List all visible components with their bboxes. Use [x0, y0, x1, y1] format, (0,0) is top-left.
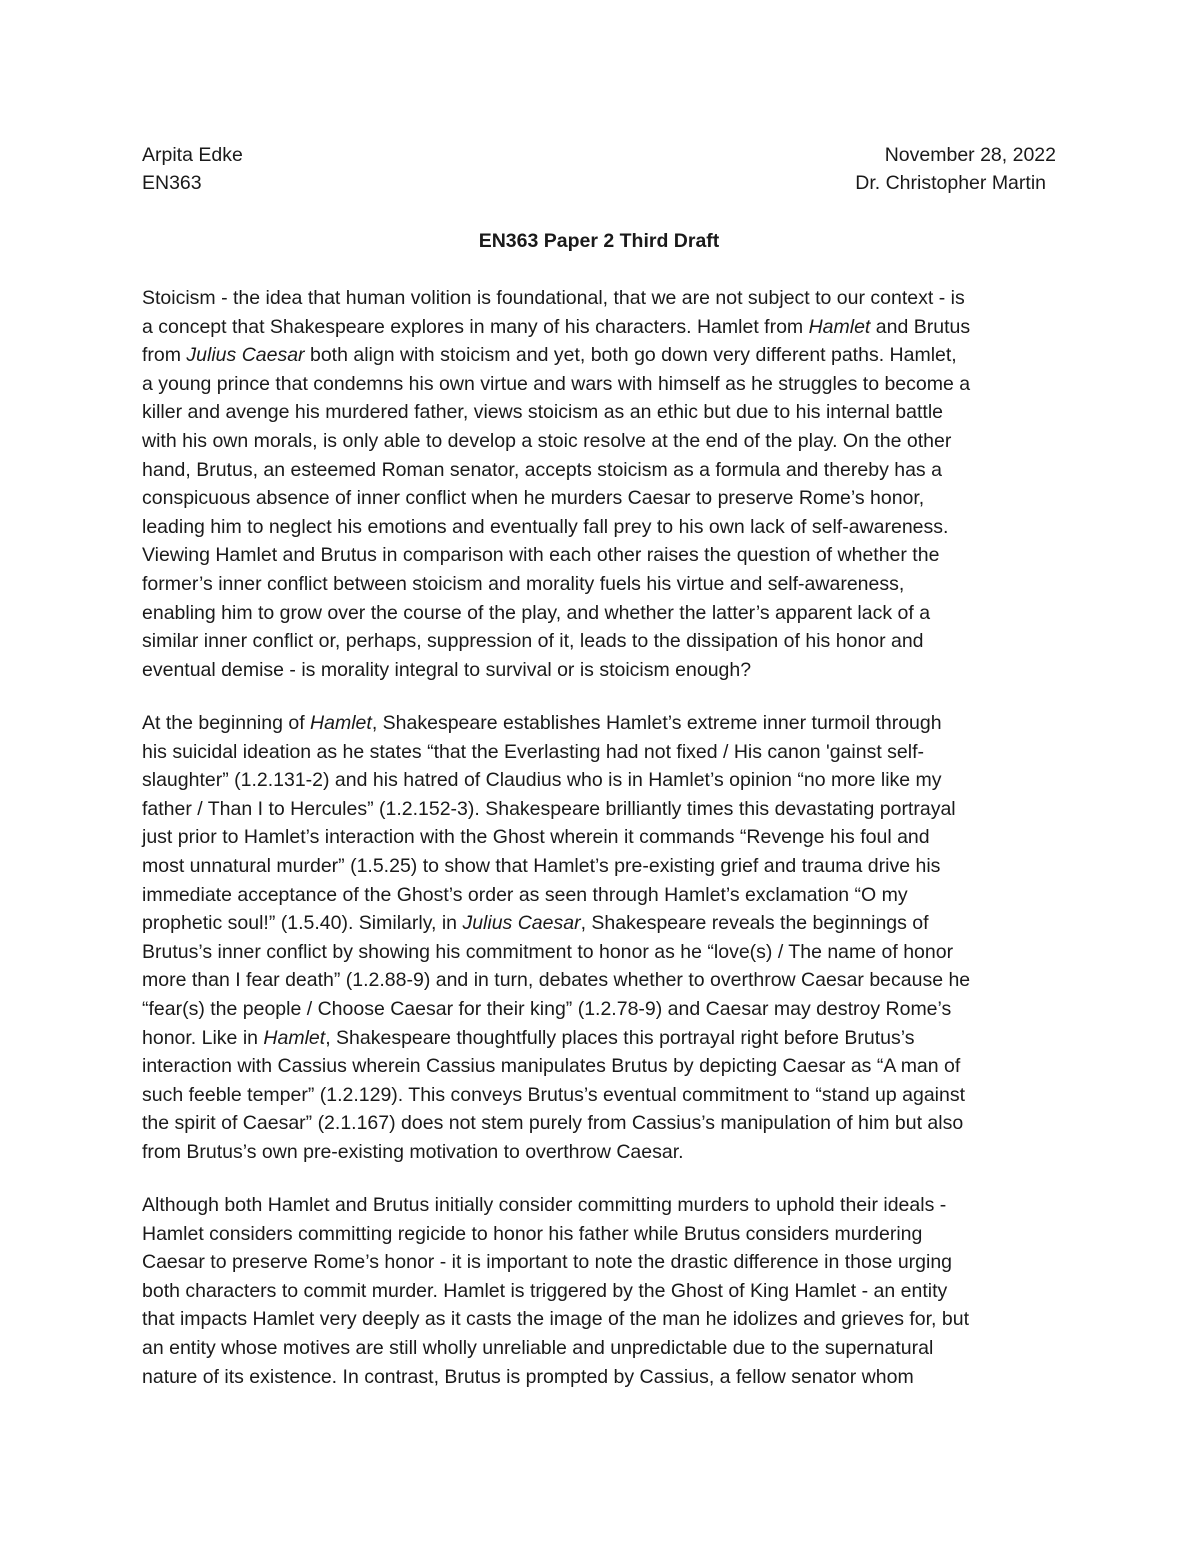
- header-row-1: [142, 141, 1056, 169]
- text-line: [142, 1220, 1058, 1249]
- paper-title: EN363 Paper 2 Third Draft: [478, 230, 720, 252]
- text-segment: both characters to commit murder. Hamlet is triggered by the Ghost of King Hamlet - an entity: [142, 1279, 948, 1302]
- text-line: [142, 570, 1058, 599]
- text-line: [142, 456, 1058, 485]
- text-segment: father / Than I to Hercules” (1.2.152-3). Shakespeare brilliantly times this devastating portrayal: [142, 797, 956, 820]
- text-segment: Viewing Hamlet and Brutus in comparison with each other raises the question of whether the: [142, 544, 940, 567]
- text-line: [142, 313, 1058, 342]
- author-name: Arpita Edke: [142, 144, 243, 166]
- text-segment: a young prince that condemns his own virtue and wars with himself as he struggles to become a: [142, 372, 971, 395]
- text-segment: At the beginning of: [142, 712, 311, 734]
- text-line: [142, 909, 1058, 938]
- text-line: [142, 852, 1058, 881]
- text-line: [142, 881, 1058, 910]
- text-line: [142, 738, 1058, 767]
- text-line: [142, 1024, 1058, 1053]
- text-segment: , Shakespeare establishes Hamlet’s extreme inner turmoil through: [371, 712, 942, 734]
- text-segment: his suicidal ideation as he states “that the Everlasting had not fixed / His canon 'gainst self-: [142, 740, 924, 763]
- text-line: [142, 370, 1058, 399]
- text-segment: interaction with Cassius wherein Cassius manipulates Brutus by depicting Caesar as “A man of: [142, 1055, 961, 1078]
- text-segment: slaughter” (1.2.131-2) and his hatred of Claudius who is in Hamlet’s opinion “no more like my: [142, 769, 942, 792]
- text-segment: Hamlet considers committing regicide to honor his father while Brutus considers murdering: [142, 1222, 923, 1245]
- italic-title: Julius Caesar: [462, 912, 581, 935]
- paragraph-3: [142, 1191, 1058, 1391]
- text-segment: both align with stoicism and yet, both go down very different paths. Hamlet,: [304, 344, 957, 367]
- text-segment: prophetic soul!” (1.5.40). Similarly, in: [142, 912, 463, 935]
- text-segment: enabling him to grow over the course of the play, and whether the latter’s apparent lack of a: [142, 601, 931, 624]
- text-line: [142, 1109, 1058, 1138]
- italic-title: Hamlet: [263, 1026, 326, 1049]
- text-line: [142, 1305, 1058, 1334]
- text-line: [142, 398, 1058, 427]
- paper-date: November 28, 2022: [884, 144, 1056, 166]
- text-segment: the spirit of Caesar” (2.1.167) does not stem purely from Cassius’s manipulation of him but also: [142, 1112, 964, 1135]
- italic-title: Julius Caesar: [186, 344, 305, 367]
- text-line: [142, 766, 1058, 795]
- text-segment: from Brutus’s own pre-existing motivation to overthrow Caesar.: [142, 1140, 684, 1163]
- text-line: [142, 1138, 1058, 1167]
- text-segment: former’s inner conflict between stoicism and morality fuels his virtue and self-awareness,: [142, 572, 905, 595]
- italic-title: Hamlet: [808, 315, 871, 338]
- text-line: [142, 541, 1058, 570]
- text-segment: that impacts Hamlet very deeply as it casts the image of the man he idolizes and grieves for, but: [142, 1308, 969, 1331]
- text-line: [142, 656, 1058, 685]
- text-line: [142, 427, 1058, 456]
- text-line: [142, 1334, 1058, 1363]
- text-segment: and Brutus: [870, 315, 971, 338]
- text-line: [142, 341, 1058, 370]
- text-line: [142, 795, 1058, 824]
- instructor-name: Dr. Christopher Martin: [855, 172, 1046, 194]
- text-line: [142, 1191, 1058, 1220]
- text-segment: immediate acceptance of the Ghost’s order as seen through Hamlet’s exclamation “O my: [142, 883, 908, 906]
- text-line: [142, 995, 1058, 1024]
- text-segment: similar inner conflict or, perhaps, suppression of it, leads to the dissipation of his honor and: [142, 630, 924, 653]
- text-line: [142, 1277, 1058, 1306]
- text-segment: a concept that Shakespeare explores in many of his characters. Hamlet from: [142, 315, 809, 338]
- text-segment: “fear(s) the people / Choose Caesar for their king” (1.2.78-9) and Caesar may destroy Rome’s: [142, 997, 952, 1020]
- text-line: [142, 709, 1058, 738]
- text-line: [142, 284, 1058, 313]
- text-segment: Although both Hamlet and Brutus initially consider committing murders to uphold their ideals -: [142, 1194, 947, 1216]
- text-segment: such feeble temper” (1.2.129). This conveys Brutus’s eventual commitment to “stand up against: [142, 1083, 966, 1106]
- text-segment: most unnatural murder” (1.5.25) to show that Hamlet’s pre-existing grief and trauma drive his: [142, 854, 941, 877]
- text-segment: , Shakespeare thoughtfully places this portrayal right before Brutus’s: [325, 1026, 915, 1049]
- text-line: [142, 823, 1058, 852]
- text-segment: Stoicism - the idea that human volition is foundational, that we are not subject to our context - is: [142, 287, 965, 309]
- italic-title: Hamlet: [310, 712, 372, 734]
- text-line: [142, 627, 1058, 656]
- text-segment: hand, Brutus, an esteemed Roman senator, accepts stoicism as a formula and thereby has a: [142, 458, 942, 481]
- text-segment: leading him to neglect his emotions and eventually fall prey to his own lack of self-awareness.: [142, 515, 949, 538]
- text-segment: Caesar to preserve Rome’s honor - it is important to note the drastic difference in those urging: [142, 1251, 953, 1274]
- text-line: [142, 484, 1058, 513]
- text-line: [142, 1052, 1058, 1081]
- text-line: [142, 938, 1058, 967]
- text-line: [142, 966, 1058, 995]
- text-segment: conspicuous absence of inner conflict when he murders Caesar to preserve Rome’s honor,: [142, 487, 925, 510]
- header-row-2: [142, 169, 1056, 197]
- text-line: [142, 1248, 1058, 1277]
- text-line: [142, 513, 1058, 542]
- paragraph-1: [142, 284, 1058, 684]
- text-segment: from: [142, 344, 187, 367]
- text-line: [142, 1363, 1058, 1392]
- course-code: EN363: [142, 172, 202, 194]
- text-line: [142, 599, 1058, 628]
- text-segment: , Shakespeare reveals the beginnings of: [580, 912, 929, 935]
- text-segment: just prior to Hamlet’s interaction with the Ghost wherein it commands “Revenge his foul and: [142, 826, 930, 849]
- text-segment: eventual demise - is morality integral to survival or is stoicism enough?: [142, 658, 752, 681]
- text-segment: more than I fear death” (1.2.88-9) and in turn, debates whether to overthrow Caesar because he: [142, 969, 971, 992]
- text-segment: an entity whose motives are still wholly unreliable and unpredictable due to the supernatural: [142, 1336, 934, 1359]
- text-segment: Brutus’s inner conflict by showing his commitment to honor as he “love(s) / The name of honor: [142, 940, 954, 963]
- text-segment: killer and avenge his murdered father, views stoicism as an ethic but due to his internal battle: [142, 401, 944, 424]
- text-segment: with his own morals, is only able to develop a stoic resolve at the end of the play. On the other: [142, 429, 952, 452]
- text-segment: honor. Like in: [142, 1026, 264, 1049]
- text-segment: nature of its existence. In contrast, Brutus is prompted by Cassius, a fellow senator whom: [142, 1365, 914, 1388]
- text-line: [142, 1081, 1058, 1110]
- paragraph-2: [142, 709, 1058, 1167]
